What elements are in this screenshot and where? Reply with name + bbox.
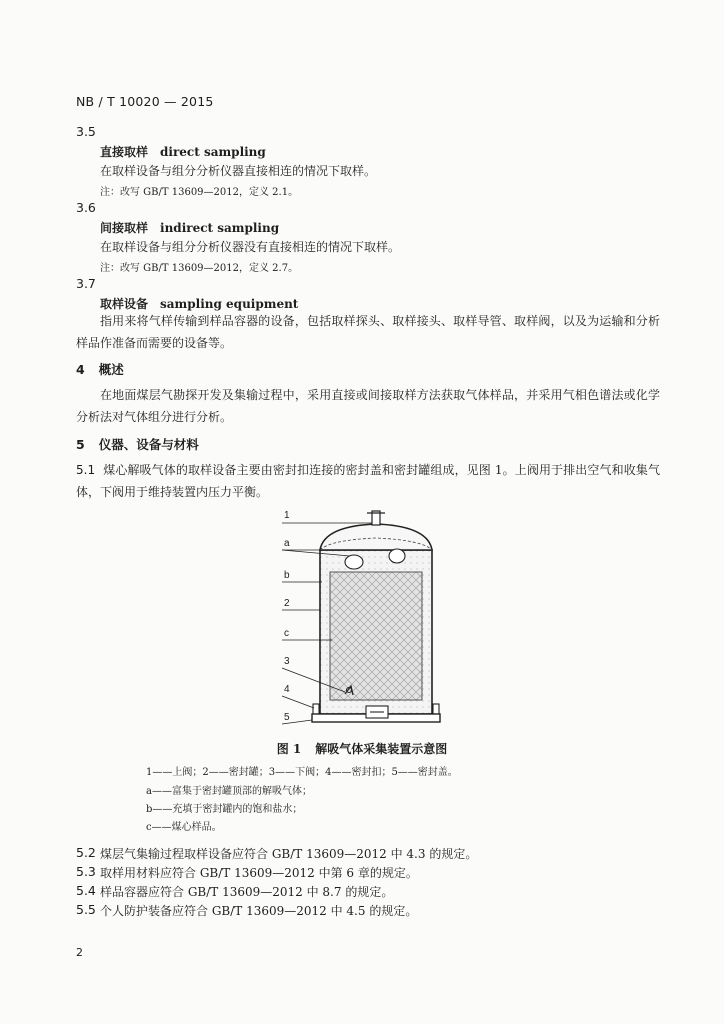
term-indirect-sampling [100, 219, 279, 236]
document-code: NB / T 10020 — 2015 [76, 94, 214, 109]
clause-number-3-5: 3.5 [76, 124, 96, 139]
figure-title: 解吸气体采集装置示意图 [315, 742, 448, 756]
gas-bubble [345, 555, 363, 569]
clause-5-3-text: 取样用材料应符合 GB/T 13609—2012 中第 6 章的规定。 [100, 866, 418, 880]
section-number: 4 [76, 362, 85, 377]
clause-number-5-4: 5.4 [76, 883, 96, 898]
clause-number-3-7: 3.7 [76, 276, 96, 291]
figure-label-c: c [284, 628, 289, 639]
clause-5-5-text: 个人防护装备应符合 GB/T 13609—2012 中 4.5 的规定。 [100, 904, 418, 918]
term-en: sampling equipment [160, 297, 299, 311]
page-number: 2 [76, 946, 83, 959]
figure-label-a: a [284, 538, 290, 549]
clause-number-5-2: 5.2 [76, 845, 96, 860]
figure-legend-line: c——煤心样品。 [146, 822, 222, 833]
figure-label-3: 3 [284, 656, 290, 667]
term-en: direct sampling [160, 145, 266, 159]
figure-legend-line: 1——上阀；2——密封罐；3——下阀；4——密封扣；5——密封盖。 [146, 767, 458, 778]
clause-5-2-text: 煤层气集输过程取样设备应符合 GB/T 13609—2012 中 4.3 的规定。 [100, 847, 478, 861]
figure-label-4: 4 [284, 684, 290, 695]
clause-5-1-paragraph [76, 459, 660, 503]
figure-label-1: 1 [284, 510, 290, 521]
section-4-paragraph: 在地面煤层气勘探开发及集输过程中，采用直接或间接取样方法获取气体样品，并采用气相色谱法或化学分析法对气体组分进行分析。 [76, 388, 660, 424]
definition-indirect-sampling: 在取样设备与组分分析仪器没有直接相连的情况下取样。 [100, 240, 401, 254]
section-5-heading [76, 435, 199, 453]
term-zh: 取样设备 [100, 297, 149, 311]
definition-sampling-equipment: 指用来将气样传输到样品容器的设备，包括取样探头、取样接头、取样导管、取样阀，以及为运输和分析样品作准备而需要的设备等。 [76, 314, 660, 350]
gas-bubble [389, 549, 405, 563]
term-zh: 直接取样 [100, 145, 149, 159]
coal-core-sample [330, 572, 422, 700]
clause-5-4-text: 样品容器应符合 GB/T 13609—2012 中 8.7 的规定。 [100, 885, 394, 899]
clause-5-1-text: 煤心解吸气体的取样设备主要由密封扣连接的密封盖和密封罐组成，见图 1。上阀用于排出空气和收集气体，下阀用于维持装置内压力平衡。 [76, 463, 660, 499]
figure-label-2: 2 [284, 598, 290, 609]
note-indirect-sampling: 注：改写 GB/T 13609—2012，定义 2.7。 [100, 263, 299, 274]
section-number: 5 [76, 437, 85, 452]
clause-number-5-5: 5.5 [76, 902, 96, 917]
figure-label-b: b [284, 570, 290, 581]
term-en: indirect sampling [160, 221, 280, 235]
figure-number: 图 1 [276, 742, 302, 756]
clause-number-5-3: 5.3 [76, 864, 96, 879]
section-4-heading [76, 360, 124, 378]
section-title: 概述 [98, 362, 124, 377]
term-direct-sampling [100, 143, 266, 160]
clause-number-3-6: 3.6 [76, 200, 96, 215]
figure-legend-line: b——充填于密封罐内的饱和盐水； [146, 804, 303, 815]
definition-direct-sampling: 在取样设备与组分分析仪器直接相连的情况下取样。 [100, 164, 377, 178]
figure-1-diagram [0, 500, 724, 735]
section-title: 仪器、设备与材料 [98, 437, 199, 452]
figure-legend-line: a——富集于密封罐顶部的解吸气体； [146, 786, 312, 797]
term-zh: 间接取样 [100, 221, 149, 235]
figure-1-caption [0, 740, 724, 757]
figure-label-5: 5 [284, 712, 290, 723]
clause-number-5-1: 5.1 [76, 463, 96, 477]
note-direct-sampling: 注：改写 GB/T 13609—2012，定义 2.1。 [100, 187, 299, 198]
